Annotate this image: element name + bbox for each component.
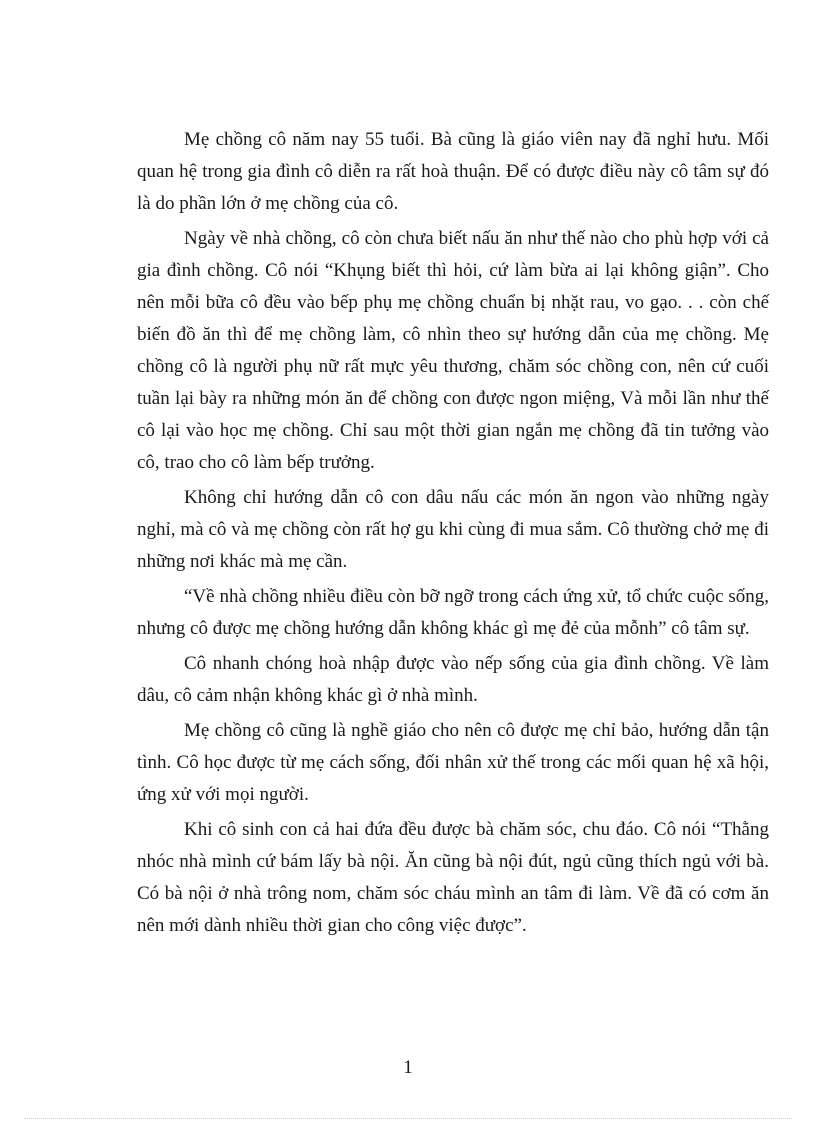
paragraph-6: Mẹ chồng cô cũng là nghề giáo cho nên cô được mẹ chỉ bảo, hướng dẫn tận tình. Cô học được từ mẹ cách sống, đối nhân xử thế trong các mối quan hệ xã hội, ứng xử với mọi người. <box>137 720 769 805</box>
paragraph-1: Mẹ chồng cô năm nay 55 tuổi. Bà cũng là giáo viên nay đã nghỉ hưu. Mối quan hệ trong gia đình cô diễn ra rất hoà thuận. Để có được điều này cô tâm sự đó là do phần lớn ở mẹ chồng của cô. <box>137 129 769 214</box>
page-bottom-border <box>24 1118 792 1119</box>
page-number: 1 <box>403 1057 413 1078</box>
paragraph-2: Ngày về nhà chồng, cô còn chưa biết nấu ăn như thế nào cho phù hợp với cả gia đình chồng. Cô nói “Khụng biết thì hỏi, cứ làm bừa ai lại không giận”. Cho nên mỗi bữa cô đều vào bếp phụ mẹ chồng chuẩn bị nhặt rau, vo gạo. . . còn chế biến đồ ăn thì để mẹ chồng làm, cô nhìn theo sự hướng dẫn của mẹ chồng. Mẹ chồng cô là người phụ nữ rất mực yêu thương, chăm sóc chồng con, nên cứ cuối tuần lại bày ra những món ăn để chồng con được ngon miệng, Và mỗi lần như thế cô lại vào học mẹ chồng. Chỉ sau một thời gian ngắn mẹ chồng đã tin tưởng vào cô, trao cho cô làm bếp trưởng. <box>137 228 769 473</box>
paragraph-3: Không chỉ hướng dẫn cô con dâu nấu các món ăn ngon vào những ngày nghỉ, mà cô và mẹ chồng còn rất hợ gu khi cùng đi mua sắm. Cô thường chở mẹ đi những nơi khác mà mẹ cần. <box>137 487 769 572</box>
paragraph-7: Khi cô sinh con cả hai đứa đều được bà chăm sóc, chu đáo. Cô nói “Thằng nhóc nhà mình cứ bám lấy bà nội. Ăn cũng bà nội đút, ngủ cũng thích ngủ với bà. Có bà nội ở nhà trông nom, chăm sóc cháu mình an tâm đi làm. Về đã có cơm ăn nên mới dành nhiều thời gian cho công việc được”. <box>137 819 769 936</box>
paragraph-5: Cô nhanh chóng hoà nhập được vào nếp sống của gia đình chồng. Về làm dâu, cô cảm nhận không khác gì ở nhà mình. <box>137 653 769 706</box>
paragraph-4: “Về nhà chồng nhiều điều còn bỡ ngỡ trong cách ứng xử, tổ chức cuộc sống, nhưng cô được mẹ chồng hướng dẫn không khác gì mẹ đẻ của mỗnh” cô tâm sự. <box>137 586 769 639</box>
body-text <box>137 124 769 945</box>
